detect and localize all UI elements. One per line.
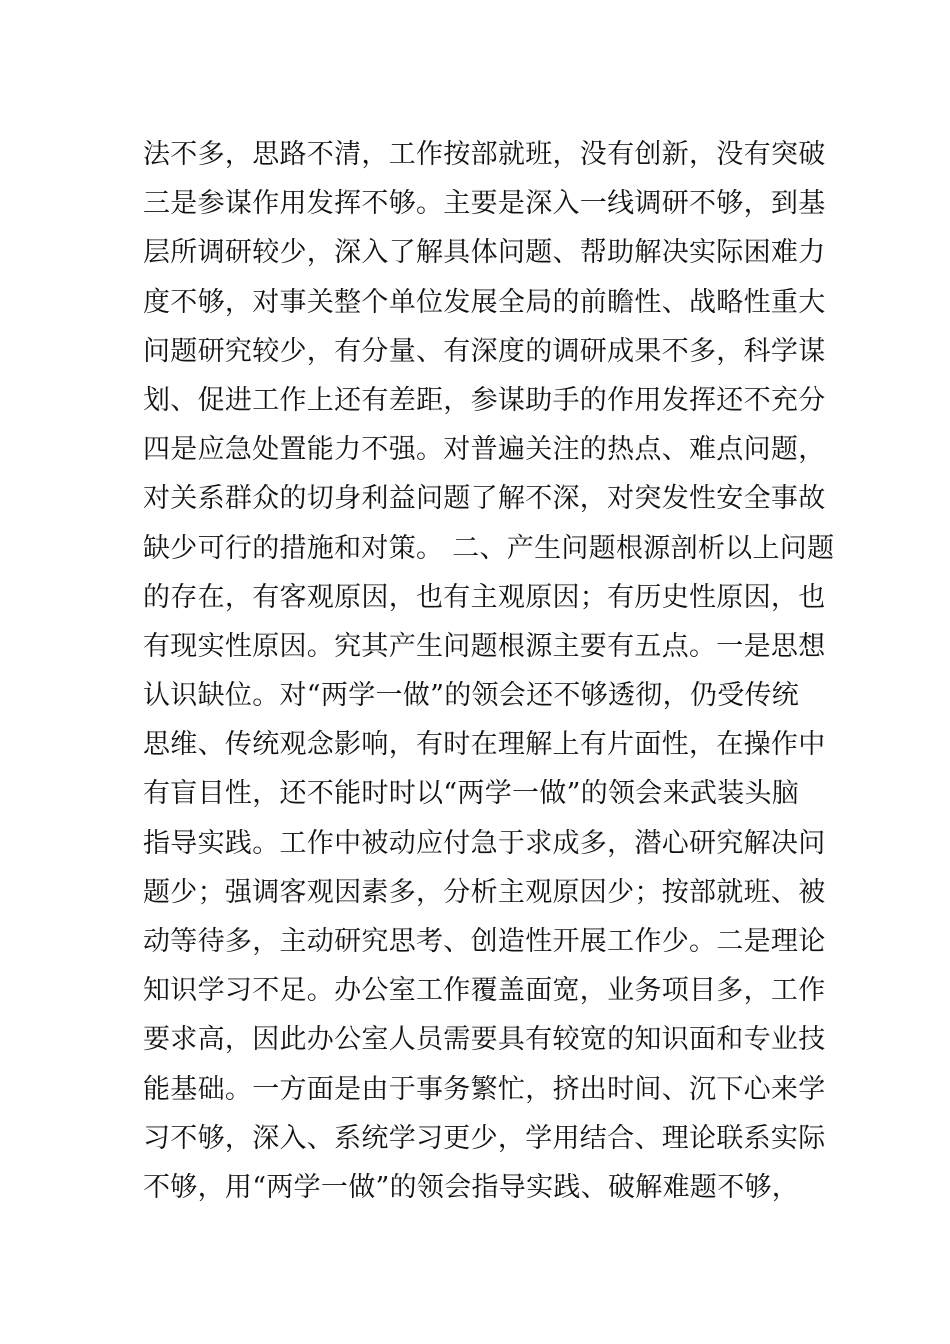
text-line: 能基础。一方面是由于事务繁忙，挤出时间、沉下心来学 [143,1073,826,1105]
text-line: 缺少可行的措施和对策。 二、产生问题根源剖析以上问题 [143,532,835,564]
text-line: 划、促进工作上还有差距，参谋助手的作用发挥还不充分 [143,384,826,416]
text-line: 不够，用“两学一做”的领会指导实践、破解难题不够， [143,1171,800,1203]
text-line: 习不够，深入、系统学习更少，学用结合、理论联系实际 [143,1122,826,1154]
text-line: 四是应急处置能力不强。对普遍关注的热点、难点问题， [143,434,826,466]
text-line: 三是参谋作用发挥不够。主要是深入一线调研不够，到基 [143,188,826,220]
text-line: 要求高，因此办公室人员需要具有较宽的知识面和专业技 [143,1024,826,1056]
text-line: 层所调研较少，深入了解具体问题、帮助解决实际困难力 [143,237,826,269]
text-line: 认识缺位。对“两学一做”的领会还不够透彻，仍受传统 [143,680,800,712]
text-line: 对关系群众的切身利益问题了解不深，对突发性安全事故 [143,483,826,515]
text-line: 思维、传统观念影响，有时在理解上有片面性，在操作中 [143,729,826,761]
text-line: 的存在，有客观原因，也有主观原因；有历史性原因，也 [143,581,826,613]
text-line: 有现实性原因。究其产生问题根源主要有五点。一是思想 [143,630,826,662]
text-line: 法不多，思路不清，工作按部就班，没有创新，没有突破 [143,139,826,170]
text-line: 动等待多，主动研究思考、创造性开展工作少。二是理论 [143,926,826,957]
text-line: 知识学习不足。办公室工作覆盖面宽，业务项目多，工作 [143,975,826,1007]
text-line: 指导实践。工作中被动应付急于求成多，潜心研究解决问 [143,827,826,859]
text-line: 题少；强调客观因素多，分析主观原因少；按部就班、被 [143,876,826,908]
body-text [143,130,835,1212]
text-line: 度不够，对事关整个单位发展全局的前瞻性、战略性重大 [143,286,826,318]
text-line: 有盲目性，还不能时时以“两学一做”的领会来武装头脑 [143,778,800,810]
text-line: 问题研究较少，有分量、有深度的调研成果不多，科学谋 [143,335,826,367]
